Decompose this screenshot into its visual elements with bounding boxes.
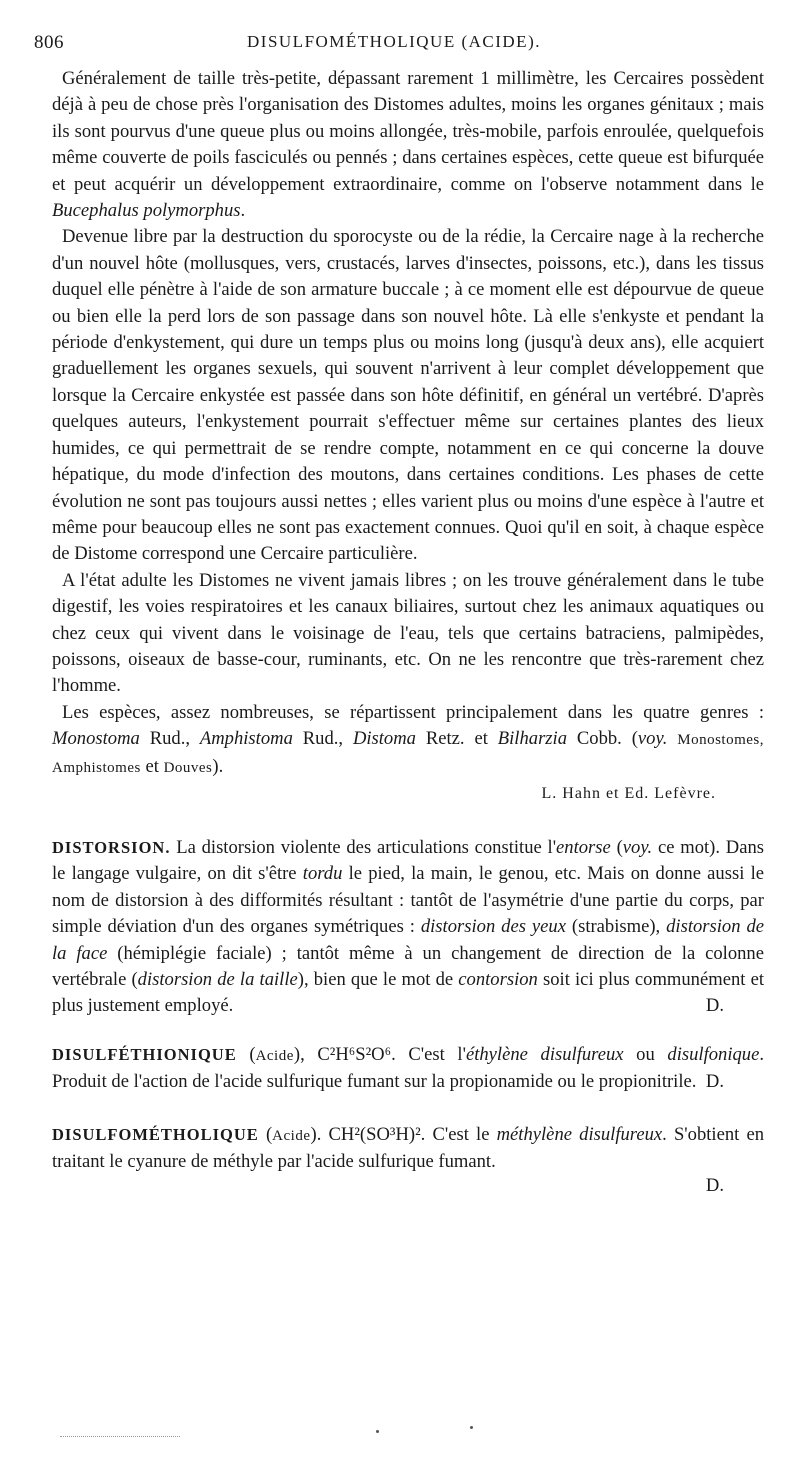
entry-distorsion: DISTORSION. La distorsion violente des articulations constitue l'entorse (voy. ce mot). Dans le langage vulgaire, on dit s'être tordu le pied, la main, le genou, etc. Mais on donne aussi le nom de distorsion à des difformités résultant : tantôt de l'asymétrie d'une partie du corps, par simple déviation d'un des organes symétriques : distorsion des yeux (strabisme), distorsion de la face (hémiplégie faciale) ; tantôt même à un changement de direction de la colonne vertébrale (distorsion de la taille), bien que le mot de contorsion soit ici plus communément et plus justement employé. D.: [52, 835, 764, 1020]
paragraph-genera: Les espèces, assez nombreuses, se répartissent principalement dans les quatre genres : Monostoma Rud., Amphistoma Rud., Distoma Retz. et Bilharzia Cobb. (voy. Monostomes, Amphistomes et Douves).: [52, 701, 765, 777]
paragraph-cercaire-life: Devenue libre par la destruction du sporocyste ou de la rédie, la Cercaire nage à la recherche d'un nouvel hôte (mollusques, vers, crustacés, larves d'insectes, poissons, etc.), dans les tissus duquel elle pénètre à l'aide de son armature buccale ; à ce moment elle est dépourvue de queue ou bien elle la perd lors de son passage dans son nouvel hôte. Là elle s'enkyste et pendant la période d'enkystement, qui dure un temps plus ou moins long (jusqu'à deux ans), elle acquiert graduellement les organes sexuels, qui souvent n'arrivent à leur complet développement que lorsque la Cercaire enkystée est passée dans son hôte définitif, en général un vertébré. D'après quelques auteurs, l'enkystement pourrait s'effectuer même sur certaines plantes des lieux humides, ce qui permettrait de se rendre compte, notamment en ce qui concerne la douve hépatique, du mode d'infection des moutons, dans certaines conditions. Les phases de cette évolution ne sont pas toujours aussi nettes ; elles varient plus ou moins d'une espèce à l'autre et même pour beaucoup elles ne sont pas exactement connues. Quoi qu'il en soit, à chaque espèce de Distome correspond une Cercaire particulière.: [52, 226, 764, 565]
paragraph-distomes-adult: A l'état adulte les Distomes ne vivent jamais libres ; on les trouve généralement dans le tube digestif, les voies respiratoires et les canaux biliaires, surtout chez les animaux aquatiques ou chez ceux qui vivent dans le voisinage de l'eau, tels que certains batraciens, palmipèdes, poissons, oiseaux de basse-cour, ruminants, etc. On ne les rencontre que très-rarement chez l'homme.: [52, 569, 764, 697]
author-signature: L. Hahn et Ed. Lefèvre.: [541, 784, 716, 802]
entry-heading: DISULFOMÉTHOLIQUE: [52, 1124, 259, 1144]
entry-disulfomethlique: DISULFOMÉTHOLIQUE (Acide). CH²(SO³H)². C'est le méthylène disulfureux. S'obtient en traitant le cyanure de méthyle par l'acide sulfurique fumant. D.: [52, 1123, 765, 1197]
entry-signature: D.: [705, 1175, 724, 1197]
entry-heading: DISULFÉTHIONIQUE: [52, 1044, 237, 1064]
running-title: DISULFOMÉTHOLIQUE (ACIDE).: [247, 32, 541, 51]
print-speck: [470, 1426, 473, 1429]
genus-amphistoma: Amphistoma: [199, 728, 293, 750]
entry-signature: D.: [705, 1071, 724, 1093]
genus-monostoma: Monostoma: [52, 728, 140, 750]
species-name: Bucephalus polymorphus: [52, 200, 241, 222]
page-header: [34, 32, 754, 58]
page-number: 806: [34, 32, 64, 53]
page-body: [52, 66, 764, 1197]
footer-rule: [60, 1436, 180, 1439]
cross-reference: Monostomes, Amphistomes: [52, 732, 765, 776]
paragraph-cercaires-size: Généralement de taille très-petite, dépassant rarement 1 millimètre, les Cercaires possèdent déjà à peu de chose près l'organisation des Distomes adultes, moins les organes génitaux ; mais ils sont pourvus d'une queue plus ou moins allongée, très-mobile, parfois enroulée, quelquefois même couverte de poils fasciculés ou pennés ; dans certaines espèces, cette queue est bifurquée et peut acquérir un développement extraordinaire, comme on l'observe notamment dans le Bucephalus polymorphus.: [52, 68, 764, 222]
cross-reference-douves: Douves: [163, 759, 213, 776]
genus-bilharzia: Bilharzia: [497, 728, 567, 750]
entry-disulfethionique: DISULFÉTHIONIQUE (Acide), C²H⁶S²O⁶. C'est l'éthylène disulfureux ou disulfonique. Produit de l'action de l'acide sulfurique fumant sur la propionamide ou le propionitrile. D.: [52, 1042, 764, 1096]
genus-distoma: Distoma: [352, 728, 416, 750]
entry-signature: D.: [705, 995, 724, 1017]
entry-heading: DISTORSION.: [52, 837, 171, 857]
print-speck: [376, 1430, 379, 1433]
